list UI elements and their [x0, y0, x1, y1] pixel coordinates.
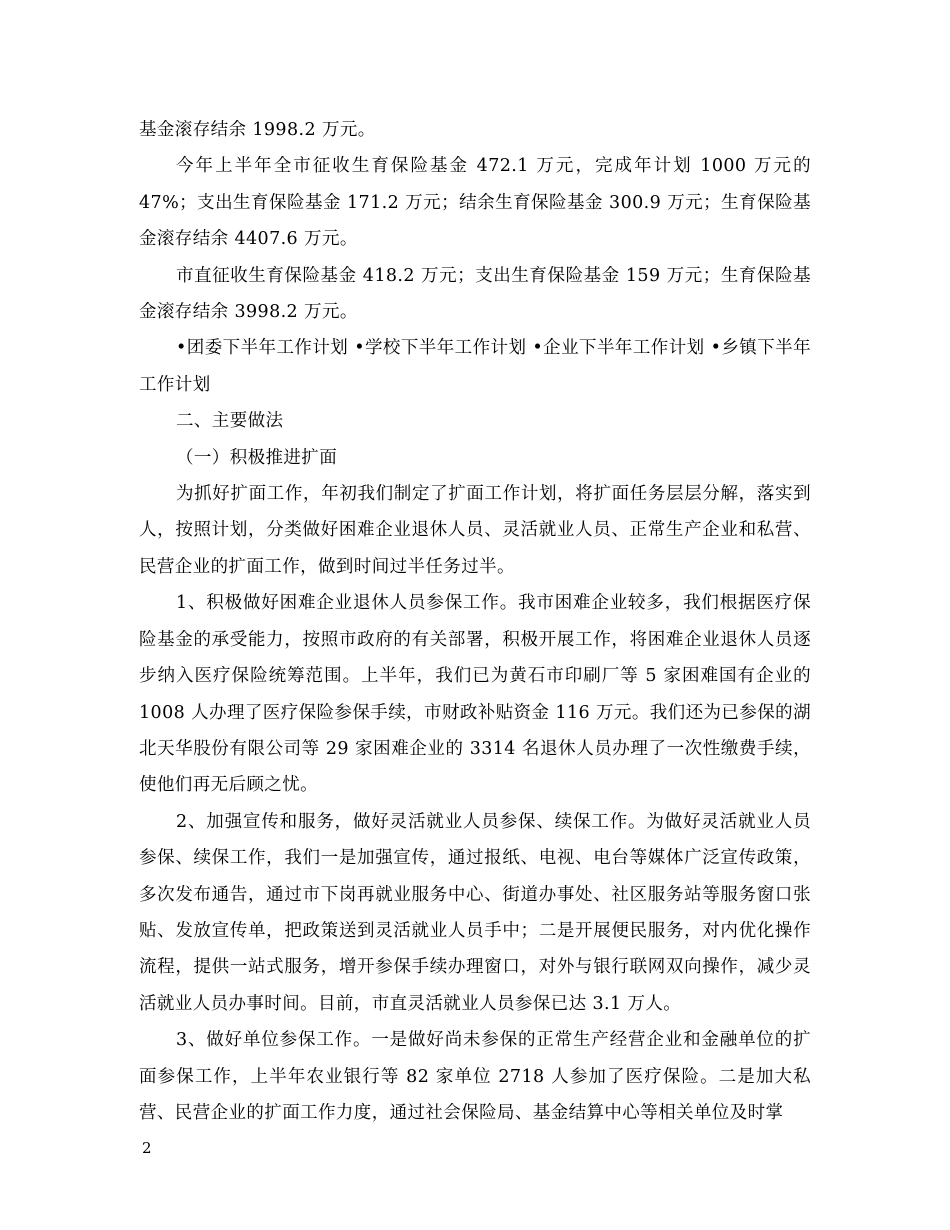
paragraph: 今年上半年全市征收生育保险基金 472.1 万元，完成年计划 1000 万元的 47%；支出生育保险基金 171.2 万元；结余生育保险基金 300.9 万元；生育保险基金滚存结余 4407.6 万元。	[139, 156, 811, 250]
paragraph: 基金滚存结余 1998.2 万元。	[139, 120, 376, 140]
paragraph: 2、加强宣传和服务，做好灵活就业人员参保、续保工作。为做好灵活就业人员参保、续保工作，我们一是加强宣传，通过报纸、电视、电台等媒体广泛宣传政策，多次发布通告，通过市下岗再就业服务中心、街道办事处、社区服务站等服务窗口张贴、发放宣传单，把政策送到灵活就业人员手中；二是开展便民服务，对内优化操作流程，提供一站式服务，增开参保手续办理窗口，对外与银行联网双向操作，减少灵活就业人员办事时间。目前，市直灵活就业人员参保已达 3.1 万人。	[139, 811, 811, 1014]
subsection-heading: （一）积极推进扩面	[176, 447, 338, 468]
paragraph: 3、做好单位参保工作。一是做好尚未参保的正常生产经营企业和金融单位的扩面参保工作，上半年农业银行等 82 家单位 2718 人参加了医疗保险。二是加大私营、民营企业的扩面工作力度，通过社会保险局、基金结算中心等相关单位及时掌	[139, 1030, 811, 1123]
page-number: 2	[142, 1139, 152, 1157]
document-body	[139, 112, 811, 1131]
section-heading: 二、主要做法	[176, 411, 284, 432]
paragraph: 市直征收生育保险基金 418.2 万元；支出生育保险基金 159 万元；生育保险基金滚存结余 3998.2 万元。	[139, 265, 811, 323]
paragraph: 1、积极做好困难企业退休人员参保工作。我市困难企业较多，我们根据医疗保险基金的承受能力，按照市政府的有关部署，积极开展工作，将困难企业退休人员逐步纳入医疗保险统筹范围。上半年，我们已为黄石市印刷厂等 5 家困难国有企业的 1008 人办理了医疗保险参保手续，市财政补贴资金 116 万元。我们还为已参保的湖北天华股份有限公司等 29 家困难企业的 3314 名退休人员办理了一次性缴费手续，使他们再无后顾之忧。	[139, 593, 811, 796]
related-links: •团委下半年工作计划 •学校下半年工作计划 •企业下半年工作计划 •乡镇下半年工作计划	[139, 338, 811, 395]
paragraph: 为抓好扩面工作，年初我们制定了扩面工作计划，将扩面任务层层分解，落实到人，按照计划，分类做好困难企业退休人员、灵活就业人员、正常生产企业和私营、民营企业的扩面工作，做到时间过半任务过半。	[139, 484, 811, 577]
